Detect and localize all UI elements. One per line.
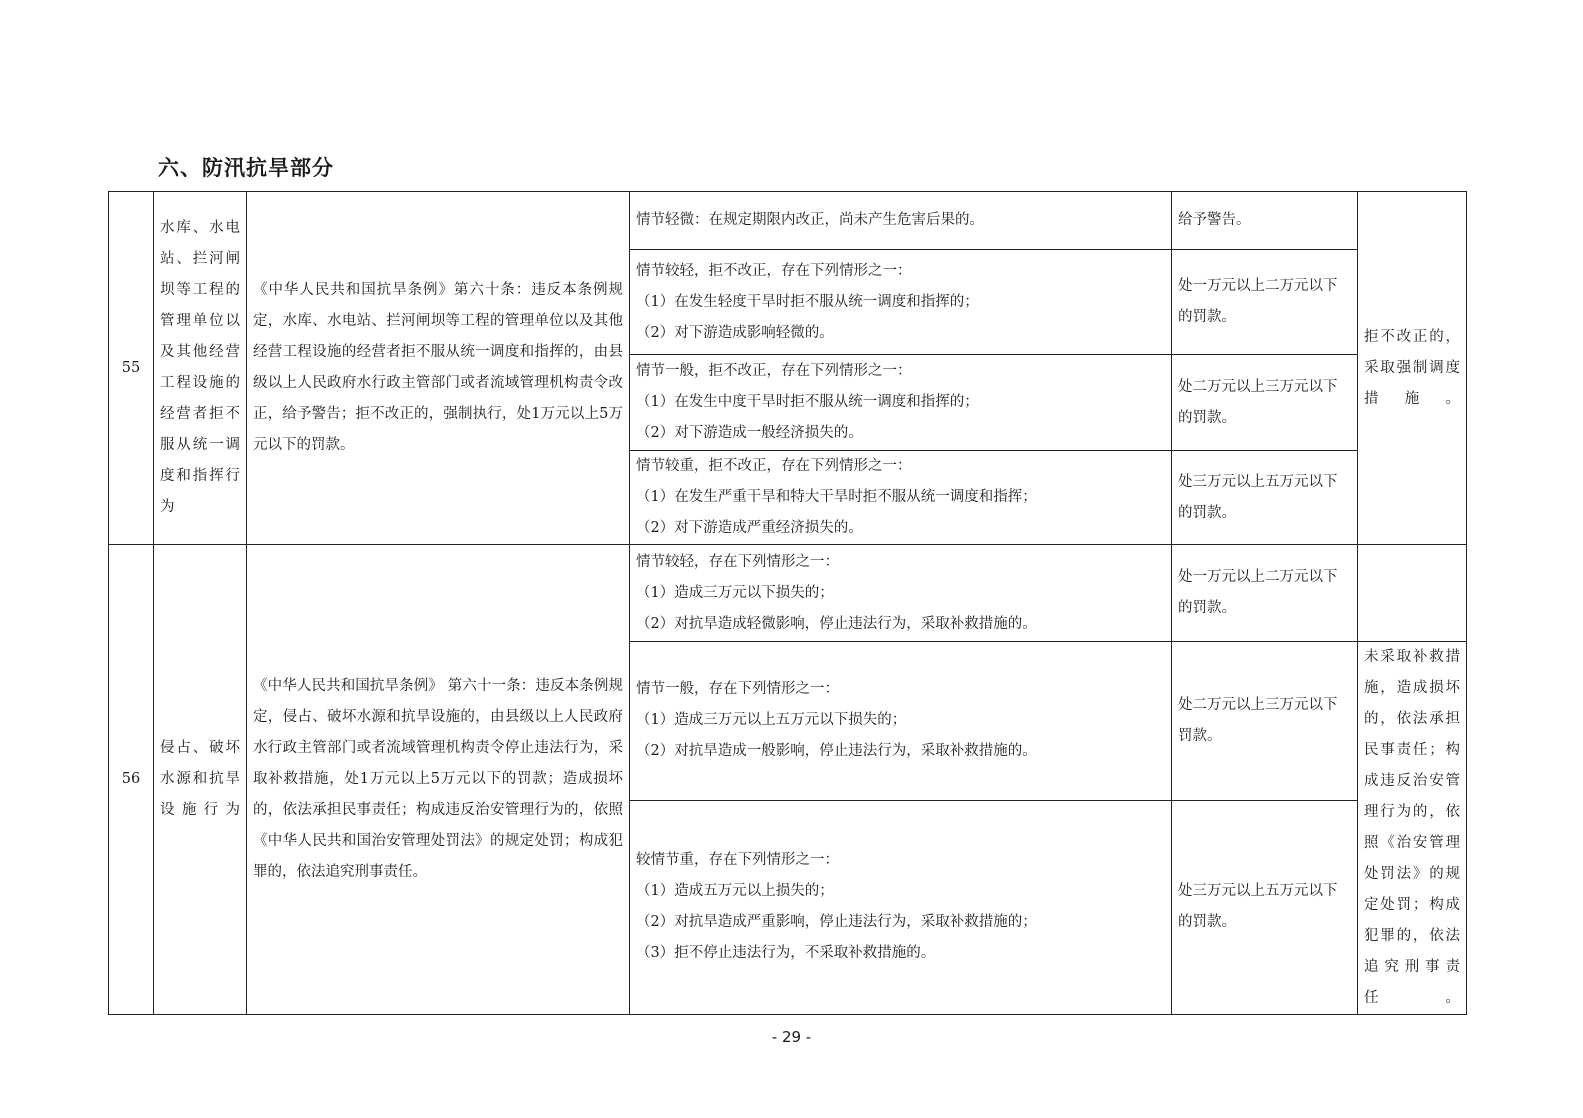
penalty-table — [108, 191, 1467, 1015]
legal-basis: 《中华人民共和国抗旱条例》 第六十一条：违反本条例规定，侵占、破坏水源和抗旱设施的，由县级以上人民政府水行政主管部门或者流域管理机构责令停止违法行为，采取补救措施，处1万元以上5万元以下的罚款；造成损坏的，依法承担民事责任；构成违反治安管理行为的，依照《中华人民共和国治安管理处罚法》的规定处罚；构成犯罪的，依法追究刑事责任。 — [247, 545, 630, 1015]
circumstance-line: （2）对抗旱造成轻微影响，停止违法行为，采取补救措施的。 — [636, 615, 1037, 632]
remark-text: 未采取补救措施，造成损坏的，依法承担民事责任；构成违反治安管理行为的，依照《治安管理处罚法》的规定处罚；构成犯罪的，依法追究刑事责任。 — [1364, 649, 1460, 1006]
penalty-cell: 处一万元以上二万元以下的罚款。 — [1172, 545, 1358, 642]
circumstance-line: （1）在发生中度干旱时拒不服从统一调度和指挥的； — [636, 394, 979, 410]
section-title: 六、防汛抗旱部分 — [158, 156, 334, 180]
circumstance-cell — [630, 545, 1172, 642]
item-number: 56 — [109, 545, 154, 1015]
table-row — [109, 545, 1467, 642]
violation-behavior: 侵占、破坏水源和抗旱设施行为 — [154, 545, 247, 1015]
circumstance-line: （2）对下游造成影响轻微的。 — [636, 324, 834, 341]
circumstance-line: 较情节重，存在下列情形之一： — [636, 852, 839, 869]
violation-behavior: 水库、水电站、拦河闸坝等工程的管理单位以及其他经营工程设施的经营者拒不服从统一调度和指挥行为 — [154, 192, 247, 545]
circumstance-cell — [630, 355, 1172, 451]
remark-cell — [1358, 192, 1467, 545]
circumstance-cell — [630, 250, 1172, 355]
penalty-cell: 处三万元以上五万元以下的罚款。 — [1172, 800, 1358, 1014]
circumstance-line: 情节一般，存在下列情形之一： — [636, 681, 839, 698]
penalty-cell: 处二万元以上三万元以下的罚款。 — [1172, 355, 1358, 451]
circumstance-line: （2）对下游造成一般经济损失的。 — [636, 425, 863, 441]
penalty-cell: 处三万元以上五万元以下的罚款。 — [1172, 451, 1358, 545]
circumstance-cell — [630, 800, 1172, 1014]
remark-text: 拒不改正的，采取强制调度措施。 — [1364, 328, 1460, 407]
circumstance-line: 情节轻微：在规定期限内改正，尚未产生危害后果的。 — [636, 212, 984, 228]
table-row — [109, 192, 1467, 250]
circumstance-line: 情节较重，拒不改正，存在下列情形之一： — [636, 458, 912, 474]
circumstance-line: （2）对抗旱造成严重影响，停止违法行为，采取补救措施的； — [636, 914, 1037, 931]
circumstance-line: 情节较轻，拒不改正，存在下列情形之一： — [636, 262, 912, 279]
circumstance-line: 情节一般，拒不改正，存在下列情形之一： — [636, 363, 912, 379]
circumstance-line: （3）拒不停止违法行为，不采取补救措施的。 — [636, 945, 936, 962]
penalty-cell: 处一万元以上二万元以下的罚款。 — [1172, 250, 1358, 355]
circumstance-cell — [630, 192, 1172, 250]
circumstance-line: （1）造成三万元以下损失的； — [636, 584, 834, 601]
circumstance-cell — [630, 642, 1172, 801]
penalty-cell: 给予警告。 — [1172, 192, 1358, 250]
circumstance-line: （2）对抗旱造成一般影响，停止违法行为，采取补救措施的。 — [636, 743, 1037, 760]
circumstance-line: （2）对下游造成严重经济损失的。 — [636, 520, 863, 536]
item-number: 55 — [109, 192, 154, 545]
circumstance-line: 情节较轻，存在下列情形之一： — [636, 553, 839, 570]
circumstance-line: （1）在发生轻度干旱时拒不服从统一调度和指挥的； — [636, 293, 979, 310]
legal-basis: 《中华人民共和国抗旱条例》第六十条：违反本条例规定，水库、水电站、拦河闸坝等工程的管理单位以及其他经营工程设施的经营者拒不服从统一调度和指挥的，由县级以上人民政府水行政主管部门或者流域管理机构责令改正，给予警告；拒不改正的，强制执行，处1万元以上5万元以下的罚款。 — [247, 192, 630, 545]
page-number: - 29 - — [771, 1028, 812, 1046]
circumstance-line: （1）造成五万元以上损失的； — [636, 883, 834, 900]
remark-cell-empty — [1358, 545, 1467, 642]
circumstance-line: （1）造成三万元以上五万元以下损失的； — [636, 712, 907, 729]
penalty-cell: 处二万元以上三万元以下罚款。 — [1172, 642, 1358, 801]
circumstance-cell — [630, 451, 1172, 545]
remark-cell — [1358, 642, 1467, 1015]
circumstance-line: （1）在发生严重干旱和特大干旱时拒不服从统一调度和指挥； — [636, 489, 1037, 505]
